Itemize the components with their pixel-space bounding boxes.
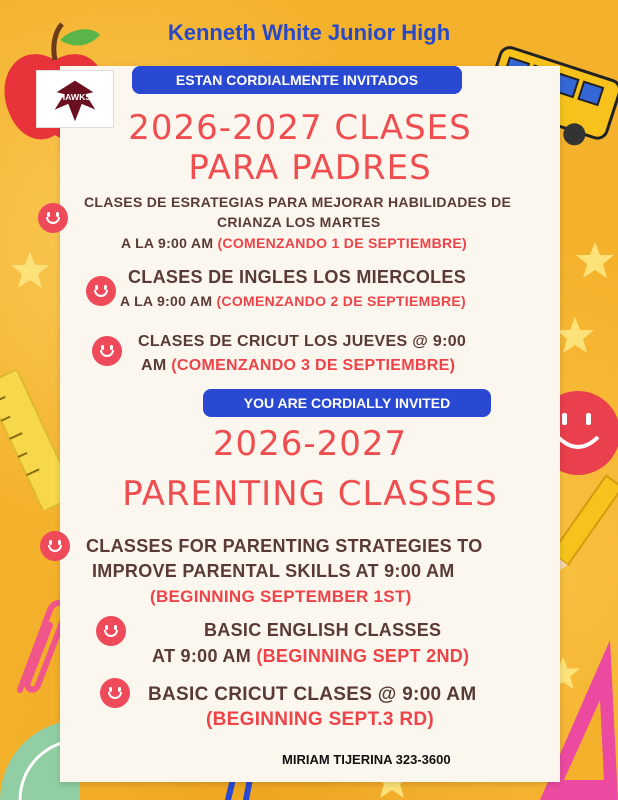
english-item1-line2: IMPROVE PARENTAL SKILLS AT 9:00 AM [92, 561, 455, 581]
spanish-title-line1: 2026-2027 CLASES [128, 108, 472, 148]
smiley-bullet-icon [38, 203, 68, 233]
english-item2-time: AT 9:00 AM [152, 646, 257, 666]
star-icon [575, 240, 615, 280]
spanish-item1-start: (COMENZANDO 1 DE SEPTIEMBRE) [217, 235, 467, 251]
english-item3-start: (BEGINNING SEPT.3 RD) [206, 709, 434, 730]
english-item2-time-row [152, 646, 469, 667]
english-item1-line1: CLASSES FOR PARENTING STRATEGIES TO [86, 536, 483, 556]
english-title-line2: PARENTING CLASSES [122, 474, 498, 514]
spanish-item2-time-row [120, 293, 466, 309]
spanish-item3-time: AM [141, 357, 172, 374]
smiley-bullet-icon [100, 678, 130, 708]
english-item1-start: (BEGINNING SEPTEMBER 1ST) [150, 587, 412, 606]
spanish-item1-time-row [121, 235, 467, 251]
english-title-line1: 2026-2027 [212, 424, 408, 464]
school-title: Kenneth White Junior High [167, 20, 451, 45]
spanish-item1-line1: CLASES DE ESRATEGIAS PARA MEJORAR HABILIDADES DE [84, 194, 512, 210]
english-invite-badge: YOU ARE CORDIALLY INVITED [203, 389, 491, 417]
spanish-item2-line1: CLASES DE INGLES LOS MIERCOLES [128, 267, 467, 287]
english-item2-line1: BASIC ENGLISH CLASSES [204, 620, 442, 640]
smiley-bullet-icon [92, 336, 122, 366]
spanish-invite-badge: ESTAN CORDIALMENTE INVITADOS [132, 66, 462, 94]
logo-text: HAWKS [58, 91, 92, 102]
smiley-bullet-icon [40, 531, 70, 561]
smiley-bullet-icon [86, 276, 116, 306]
spanish-item3-line1: CLASES DE CRICUT LOS JUEVES @ 9:00 [138, 333, 467, 350]
spanish-item2-start: (COMENZANDO 2 DE SEPTIEMBRE) [216, 293, 466, 309]
star-icon [10, 250, 50, 290]
spanish-item2-time: A LA 9:00 AM [120, 293, 217, 309]
contact-info: MIRIAM TIJERINA 323-3600 [282, 752, 451, 767]
smiley-bullet-icon [96, 616, 126, 646]
spanish-title-line2: PARA PADRES [188, 148, 432, 188]
star-icon [555, 315, 595, 355]
spanish-item1-time: A LA 9:00 AM [121, 235, 218, 251]
spanish-item3-time-row [141, 357, 455, 375]
ruler-icon [0, 370, 62, 510]
english-item2-start: (BEGINNING SEPT 2ND) [256, 646, 470, 666]
spanish-item3-start: (COMENZANDO 3 DE SEPTIEMBRE) [171, 357, 456, 374]
spanish-item1-line2: CRIANZA LOS MARTES [217, 214, 381, 230]
english-item3-line1: BASIC CRICUT CLASES @ 9:00 AM [148, 684, 477, 705]
